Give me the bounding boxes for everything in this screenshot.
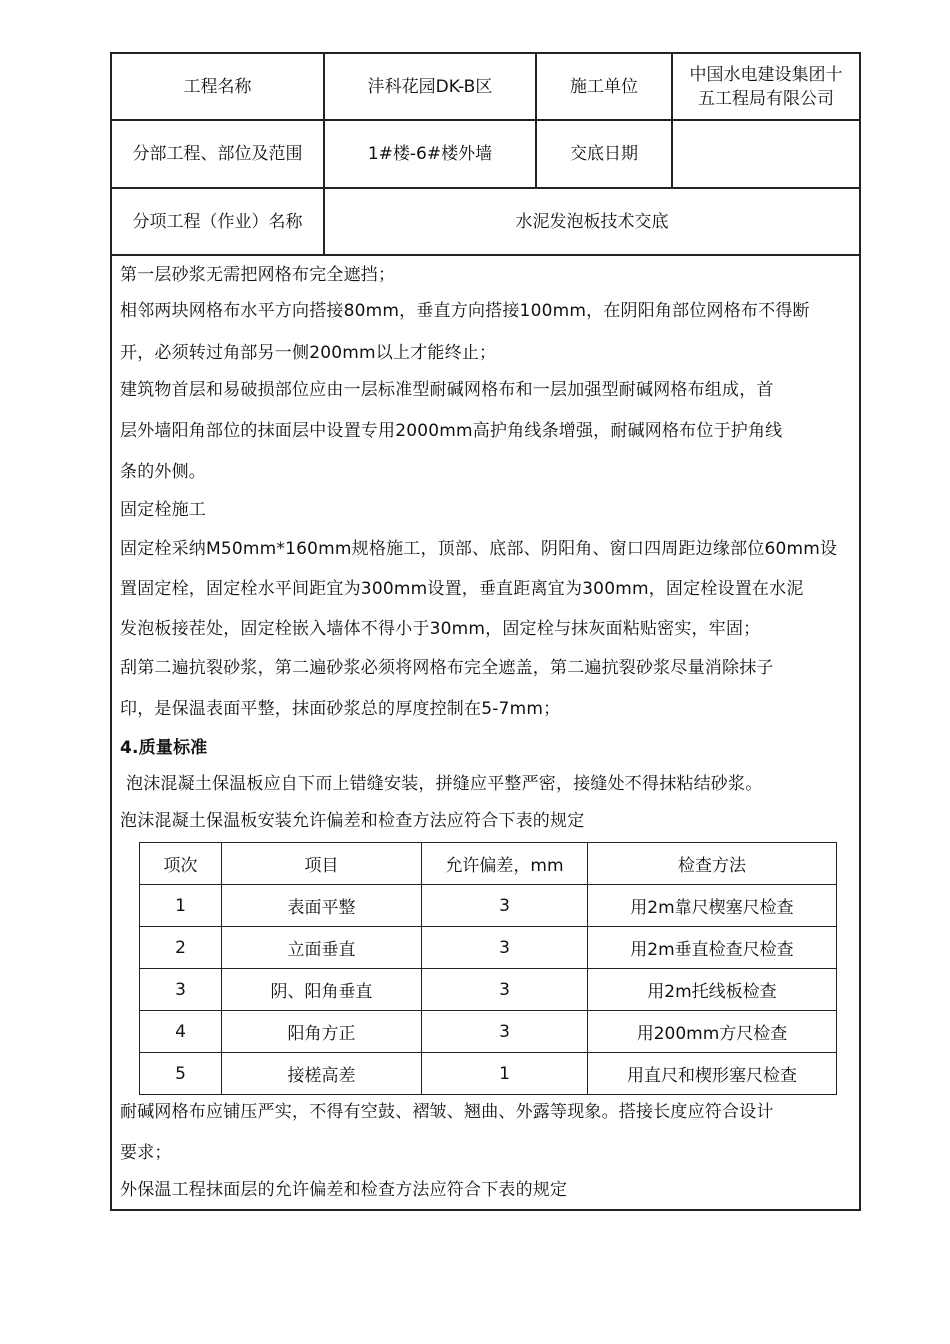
document-frame (110, 52, 861, 1211)
table-header: 项次 (140, 843, 222, 885)
table-cell: 用2m垂直检查尺检查 (588, 927, 837, 969)
table-cell: 接槎高差 (222, 1053, 422, 1095)
table-cell: 5 (140, 1053, 222, 1095)
project-name-value: 沣科花园DK-B区 (367, 76, 493, 97)
table-cell: 3 (422, 927, 588, 969)
body-line: 第一层砂浆无需把网格布完全遮挡； (120, 265, 396, 285)
table-cell: 3 (140, 969, 222, 1011)
table-cell: 阴、阳角垂直 (222, 969, 422, 1011)
table-cell: 用2m托线板检查 (588, 969, 837, 1011)
table-header: 允许偏差，mm (422, 843, 588, 885)
body-line: 耐碱网格布应铺压严实，不得有空鼓、褶皱、翘曲、外露等现象。搭接长度应符合设计 (120, 1102, 774, 1122)
body-line: 建筑物首层和易破损部位应由一层标准型耐碱网格布和一层加强型耐碱网格布组成，首 (120, 380, 774, 400)
sub-item-label: 分项工程（作业）名称 (132, 211, 303, 232)
quality-line: 泡沫混凝土保温板安装允许偏差和检查方法应符合下表的规定 (120, 811, 585, 831)
table-row (140, 885, 837, 927)
body-line: 刮第二遍抗裂砂浆，第二遍砂浆必须将网格布完全遮盖，第二遍抗裂砂浆尽量消除抹子 (120, 658, 774, 678)
table-row (140, 969, 837, 1011)
table-cell: 1 (140, 885, 222, 927)
table-row (140, 1011, 837, 1053)
table-row (140, 927, 837, 969)
section-title: 4.质量标准 (120, 738, 208, 758)
tolerance-table (139, 842, 837, 1095)
body-line: 外保温工程抹面层的允许偏差和检查方法应符合下表的规定 (120, 1180, 568, 1200)
sub-item-value: 水泥发泡板技术交底 (515, 211, 669, 232)
project-name-label: 工程名称 (183, 76, 252, 97)
table-cell: 表面平整 (222, 885, 422, 927)
header-divider (112, 254, 859, 256)
body-line: 开，必须转过角部另一侧200mm以上才能终止； (120, 343, 497, 363)
table-cell: 2 (140, 927, 222, 969)
body-line: 固定栓施工 (120, 500, 206, 520)
table-cell: 3 (422, 1011, 588, 1053)
division-label: 分部工程、部位及范围 (132, 144, 303, 164)
table-cell: 阳角方正 (222, 1011, 422, 1053)
construction-unit-line1: 中国水电建设集团十 (689, 64, 843, 85)
table-cell: 用200mm方尺检查 (588, 1011, 837, 1053)
quality-line: 泡沫混凝土保温板应自下而上错缝安装，拼缝应平整严密，接缝处不得抹粘结砂浆。 (126, 774, 763, 794)
table-header-row (140, 843, 837, 885)
body-line: 要求； (120, 1143, 172, 1163)
construction-unit-value (673, 54, 859, 119)
body-line: 固定栓采纳M50mm*160mm规格施工，顶部、底部、阴阳角、窗口四周距边缘部位60mm设 (120, 539, 838, 559)
disclosure-date-label: 交底日期 (570, 144, 638, 164)
body-line: 层外墙阳角部位的抹面层中设置专用2000mm高护角线条增强，耐碱网格布位于护角线 (120, 421, 783, 441)
body-line: 印，是保温表面平整，抹面砂浆总的厚度控制在5-7mm； (120, 699, 561, 719)
table-header: 检查方法 (588, 843, 837, 885)
table-cell: 用直尺和楔形塞尺检查 (588, 1053, 837, 1095)
body-line: 发泡板接茬处，固定栓嵌入墙体不得小于30mm，固定栓与抹灰面粘贴密实，牢固； (120, 619, 761, 639)
table-header: 项目 (222, 843, 422, 885)
body-line: 条的外侧。 (120, 462, 206, 482)
table-cell: 立面垂直 (222, 927, 422, 969)
disclosure-date-value (673, 121, 859, 187)
body-line: 置固定栓，固定栓水平间距宜为300mm设置，垂直距离宜为300mm，固定栓设置在水泥 (120, 579, 804, 599)
table-cell: 用2m靠尺楔塞尺检查 (588, 885, 837, 927)
table-cell: 3 (422, 969, 588, 1011)
table-row (140, 1053, 837, 1095)
table-cell: 4 (140, 1011, 222, 1053)
table-cell: 3 (422, 885, 588, 927)
body-line: 相邻两块网格布水平方向搭接80mm，垂直方向搭接100mm，在阴阳角部位网格布不得断 (120, 301, 810, 321)
construction-unit-line2: 五工程局有限公司 (698, 88, 834, 109)
division-value: 1#楼-6#楼外墙 (367, 144, 493, 164)
table-cell: 1 (422, 1053, 588, 1095)
construction-unit-label: 施工单位 (570, 76, 638, 97)
